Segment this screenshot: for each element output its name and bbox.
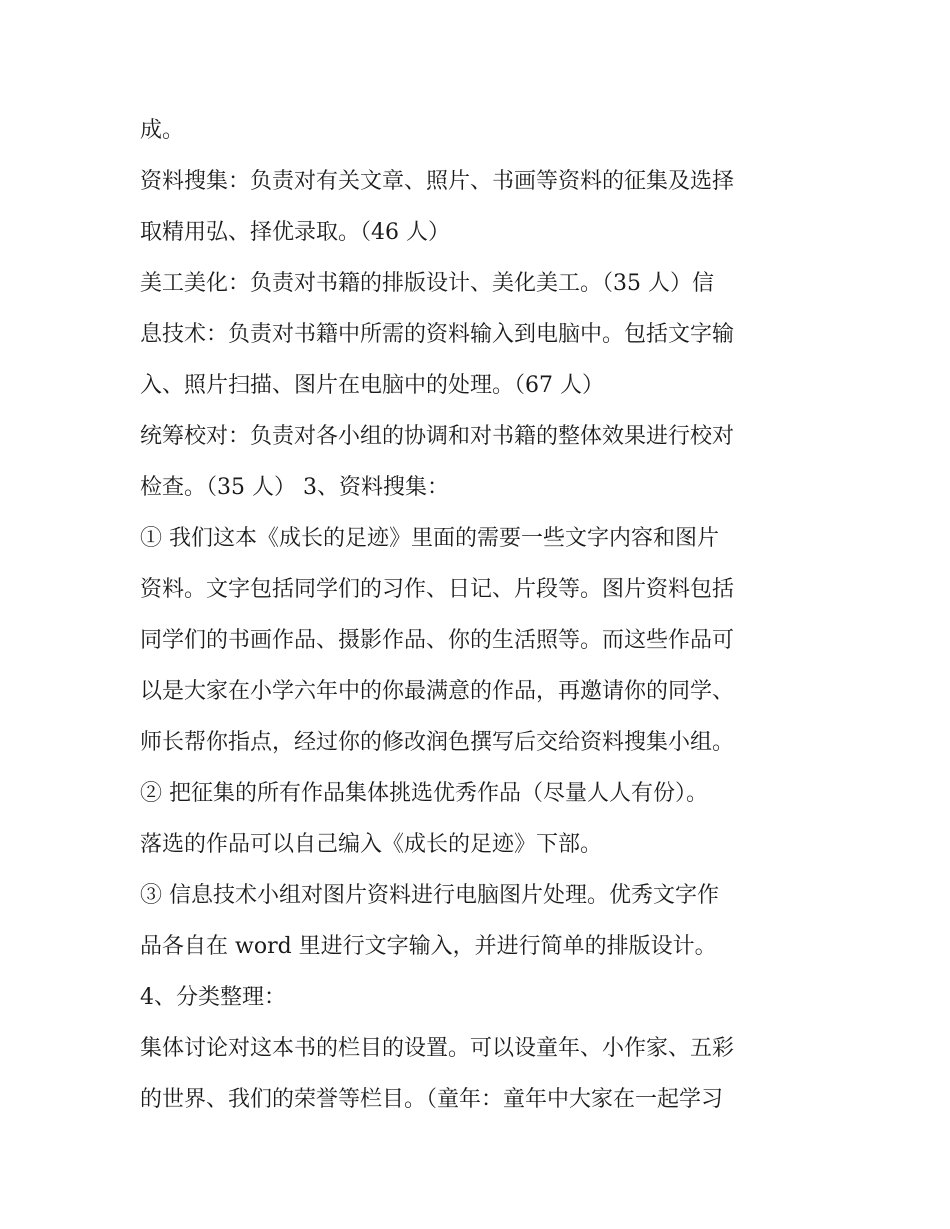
text-line: 息技术：负责对书籍中所需的资料输入到电脑中。包括文字输	[140, 322, 735, 347]
body-text	[140, 105, 820, 1125]
text-line: 成。	[140, 118, 185, 143]
text-line: 以是大家在小学六年中的你最满意的作品，再邀请你的同学、	[140, 679, 735, 704]
text-line: ② 把征集的所有作品集体挑选优秀作品（尽量人人有份）。	[140, 781, 708, 806]
text-line: 取精用弘、择优录取。（46 人）	[140, 220, 450, 245]
text-line: 4、分类整理：	[140, 985, 286, 1010]
text-line: ① 我们这本《成长的足迹》里面的需要一些文字内容和图片	[140, 526, 719, 551]
text-line: 美工美化：负责对书籍的排版设计、美化美工。（35 人）信	[140, 271, 714, 296]
text-line: ③ 信息技术小组对图片资料进行电脑图片处理。优秀文字作	[140, 883, 719, 908]
text-line: 统筹校对：负责对各小组的协调和对书籍的整体效果进行校对	[140, 424, 735, 449]
text-line: 同学们的书画作品、摄影作品、你的生活照等。而这些作品可	[140, 628, 735, 653]
text-line: 的世界、我们的荣誉等栏目。（童年：童年中大家在一起学习	[140, 1087, 724, 1112]
text-line: 品各自在 word 里进行文字输入，并进行简单的排版设计。	[140, 934, 717, 959]
text-line: 师长帮你指点，经过你的修改润色撰写后交给资料搜集小组。	[140, 730, 735, 755]
text-line: 入、照片扫描、图片在电脑中的处理。（67 人）	[140, 373, 604, 398]
text-line: 检查。（35 人） 3、资料搜集：	[140, 475, 449, 500]
text-line: 集体讨论对这本书的栏目的设置。可以设童年、小作家、五彩	[140, 1036, 735, 1061]
text-line: 落选的作品可以自己编入《成长的足迹》下部。	[140, 832, 603, 857]
text-line: 资料。文字包括同学们的习作、日记、片段等。图片资料包括	[140, 577, 735, 602]
text-line: 资料搜集：负责对有关文章、照片、书画等资料的征集及选择	[140, 169, 735, 194]
